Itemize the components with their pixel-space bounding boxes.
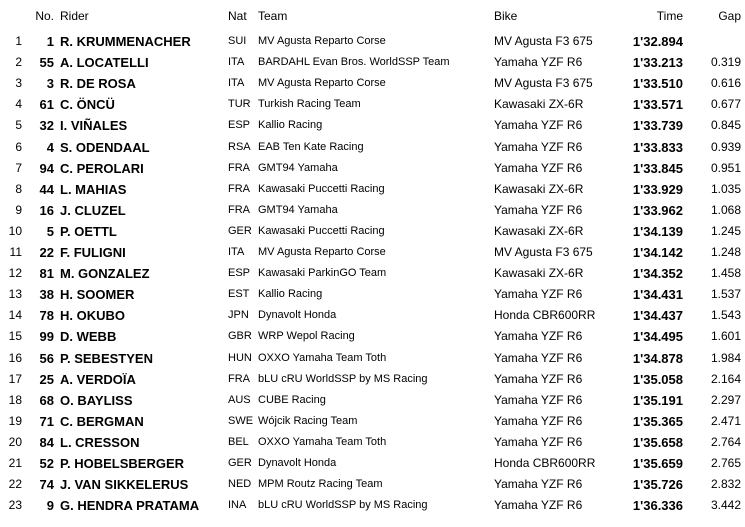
bike-cell: Yamaha YZF R6 <box>494 371 583 386</box>
header-team: Team <box>258 9 288 23</box>
time-cell: 1'33.833 <box>632 139 683 155</box>
nat-cell: TUR <box>228 98 251 111</box>
position-cell: 14 <box>8 308 22 323</box>
bike-cell: Yamaha YZF R6 <box>494 202 583 217</box>
time-cell: 1'33.213 <box>632 55 683 71</box>
nat-cell: RSA <box>228 140 251 153</box>
time-cell: 1'34.495 <box>632 329 683 345</box>
gap-cell: 1.543 <box>710 308 741 323</box>
bike-cell: MV Agusta F3 675 <box>494 34 593 48</box>
nat-cell: FRA <box>228 161 250 174</box>
gap-cell: 0.616 <box>710 76 741 91</box>
number-cell: 68 <box>39 392 54 408</box>
gap-cell: 1.984 <box>710 350 741 365</box>
team-cell: Dynavolt Honda <box>258 309 337 322</box>
gap-cell: 2.297 <box>710 392 741 407</box>
bike-cell: MV Agusta F3 675 <box>494 245 593 259</box>
table-row <box>0 158 745 179</box>
table-row <box>0 242 745 263</box>
number-cell: 99 <box>39 329 54 345</box>
time-cell: 1'33.739 <box>632 118 683 134</box>
rider-cell: P. OETTL <box>60 223 117 239</box>
time-cell: 1'35.191 <box>632 392 683 408</box>
position-cell: 18 <box>8 392 22 407</box>
position-cell: 3 <box>15 76 22 91</box>
bike-cell: MV Agusta F3 675 <box>494 76 593 91</box>
nat-cell: AUS <box>228 393 251 406</box>
number-cell: 4 <box>46 139 54 155</box>
table-row <box>0 453 745 474</box>
position-cell: 11 <box>9 245 22 259</box>
time-cell: 1'34.139 <box>632 223 683 239</box>
time-cell: 1'34.142 <box>632 245 683 260</box>
team-cell: Wójcik Racing Team <box>258 414 358 427</box>
rider-cell: L. MAHIAS <box>60 181 127 197</box>
position-cell: 1 <box>15 34 22 48</box>
nat-cell: FRA <box>228 372 250 385</box>
team-cell: Kallio Racing <box>258 119 323 132</box>
number-cell: 32 <box>39 118 54 134</box>
team-cell: MPM Routz Racing Team <box>258 478 383 491</box>
nat-cell: SUI <box>228 35 247 47</box>
table-row <box>0 52 745 73</box>
nat-cell: SWE <box>228 414 254 427</box>
gap-cell: 1.537 <box>710 287 741 302</box>
position-cell: 16 <box>8 350 22 365</box>
time-cell: 1'33.510 <box>632 76 683 92</box>
table-row <box>0 200 745 221</box>
table-row <box>0 221 745 242</box>
rider-cell: G. HENDRA PRATAMA <box>60 498 200 514</box>
bike-cell: Kawasaki ZX-6R <box>494 223 584 238</box>
number-cell: 55 <box>39 55 54 71</box>
table-row <box>0 115 745 136</box>
time-cell: 1'36.336 <box>632 498 683 514</box>
position-cell: 21 <box>8 456 22 470</box>
table-row <box>0 137 745 158</box>
position-cell: 4 <box>15 97 22 112</box>
position-cell: 23 <box>8 498 22 513</box>
gap-cell: 2.164 <box>710 371 741 386</box>
bike-cell: Yamaha YZF R6 <box>494 434 583 449</box>
table-row <box>0 305 745 326</box>
number-cell: 38 <box>39 287 54 303</box>
nat-cell: NED <box>228 478 252 491</box>
time-cell: 1'33.929 <box>632 181 683 197</box>
team-cell: MV Agusta Reparto Corse <box>258 77 386 90</box>
time-cell: 1'32.894 <box>632 34 683 49</box>
table-row <box>0 179 745 200</box>
time-cell: 1'33.571 <box>632 97 683 113</box>
team-cell: Kawasaki Puccetti Racing <box>258 182 385 195</box>
gap-cell: 2.471 <box>710 413 741 428</box>
number-cell: 3 <box>46 76 54 92</box>
number-cell: 44 <box>39 181 54 197</box>
nat-cell: GBR <box>228 330 252 343</box>
table-row <box>0 326 745 347</box>
team-cell: Dynavolt Honda <box>258 457 337 469</box>
bike-cell: Kawasaki ZX-6R <box>494 97 584 112</box>
table-row <box>0 284 745 305</box>
team-cell: Kallio Racing <box>258 288 323 301</box>
team-cell: Kawasaki ParkinGO Team <box>258 267 387 280</box>
time-cell: 1'35.658 <box>632 434 683 450</box>
position-cell: 15 <box>8 329 22 344</box>
table-row <box>0 348 745 369</box>
time-cell: 1'33.962 <box>632 202 683 218</box>
nat-cell: INA <box>228 499 247 512</box>
team-cell: GMT94 Yamaha <box>258 203 338 216</box>
rider-cell: F. FULIGNI <box>60 245 126 260</box>
nat-cell: GER <box>228 224 252 237</box>
position-cell: 22 <box>8 477 22 492</box>
number-cell: 94 <box>39 160 54 176</box>
team-cell: EAB Ten Kate Racing <box>258 140 364 153</box>
bike-cell: Yamaha YZF R6 <box>494 287 583 302</box>
bike-cell: Yamaha YZF R6 <box>494 118 583 133</box>
time-cell: 1'34.431 <box>632 287 683 303</box>
header-rider: Rider <box>60 9 89 23</box>
position-cell: 5 <box>15 118 22 133</box>
time-cell: 1'35.058 <box>632 371 683 387</box>
gap-cell: 0.951 <box>710 160 741 175</box>
team-cell: BARDAHL Evan Bros. WorldSSP Team <box>258 56 450 69</box>
nat-cell: HUN <box>228 351 252 364</box>
bike-cell: Yamaha YZF R6 <box>494 498 583 513</box>
number-cell: 81 <box>39 266 54 282</box>
rider-cell: J. VAN SIKKELERUS <box>60 477 189 493</box>
rider-cell: I. VIÑALES <box>60 118 128 134</box>
time-cell: 1'34.352 <box>632 266 683 282</box>
rider-cell: H. SOOMER <box>60 287 135 303</box>
rider-cell: A. LOCATELLI <box>60 55 149 71</box>
number-cell: 22 <box>39 245 54 260</box>
header-time: Time <box>656 9 683 23</box>
team-cell: bLU cRU WorldSSP by MS Racing <box>258 499 428 512</box>
time-cell: 1'33.845 <box>632 160 683 176</box>
nat-cell: JPN <box>228 309 249 322</box>
rider-cell: C. ÖNCÜ <box>60 97 115 113</box>
gap-cell: 1.458 <box>710 266 741 281</box>
rider-cell: C. PEROLARI <box>60 160 144 176</box>
gap-cell: 1.601 <box>710 329 741 344</box>
team-cell: OXXO Yamaha Team Toth <box>258 435 387 448</box>
rider-cell: J. CLUZEL <box>60 202 126 218</box>
number-cell: 5 <box>46 223 54 239</box>
table-row <box>0 432 745 453</box>
team-cell: Turkish Racing Team <box>258 98 361 111</box>
bike-cell: Kawasaki ZX-6R <box>494 266 584 281</box>
gap-cell: 1.245 <box>710 223 741 238</box>
bike-cell: Yamaha YZF R6 <box>494 160 583 175</box>
header-bike: Bike <box>494 9 518 23</box>
team-cell: WRP Wepol Racing <box>258 330 355 343</box>
nat-cell: BEL <box>228 435 249 448</box>
bike-cell: Honda CBR600RR <box>494 308 596 323</box>
time-cell: 1'35.659 <box>632 456 683 471</box>
rider-cell: C. BERGMAN <box>60 413 144 429</box>
position-cell: 6 <box>15 139 22 154</box>
rider-cell: H. OKUBO <box>60 308 125 324</box>
rider-cell: P. SEBESTYEN <box>60 350 153 366</box>
table-row <box>0 369 745 390</box>
nat-cell: ESP <box>228 119 251 132</box>
team-cell: Kawasaki Puccetti Racing <box>258 224 385 237</box>
bike-cell: Yamaha YZF R6 <box>494 350 583 365</box>
rider-cell: D. WEBB <box>60 329 117 345</box>
bike-cell: Yamaha YZF R6 <box>494 392 583 407</box>
gap-cell: 1.035 <box>710 181 741 196</box>
number-cell: 56 <box>39 350 54 366</box>
table-row <box>0 263 745 284</box>
time-cell: 1'34.878 <box>632 350 683 366</box>
gap-cell: 1.068 <box>710 202 741 217</box>
position-cell: 17 <box>8 371 22 386</box>
bike-cell: Yamaha YZF R6 <box>494 477 583 492</box>
gap-cell: 0.845 <box>710 118 741 133</box>
time-cell: 1'34.437 <box>632 308 683 324</box>
time-cell: 1'35.365 <box>632 413 683 429</box>
position-cell: 2 <box>15 55 22 70</box>
rider-cell: S. ODENDAAL <box>60 139 150 155</box>
rider-cell: R. KRUMMENACHER <box>60 34 191 49</box>
team-cell: bLU cRU WorldSSP by MS Racing <box>258 372 428 385</box>
team-cell: MV Agusta Reparto Corse <box>258 246 386 258</box>
gap-cell: 1.248 <box>710 245 741 259</box>
nat-cell: ESP <box>228 267 251 280</box>
position-cell: 10 <box>8 223 22 238</box>
bike-cell: Yamaha YZF R6 <box>494 55 583 70</box>
nat-cell: FRA <box>228 203 250 216</box>
table-row <box>0 495 745 516</box>
table-row <box>0 474 745 495</box>
position-cell: 13 <box>8 287 22 302</box>
team-cell: CUBE Racing <box>258 393 326 406</box>
rider-cell: M. GONZALEZ <box>60 266 150 282</box>
number-cell: 78 <box>39 308 54 324</box>
position-cell: 12 <box>8 266 22 281</box>
team-cell: MV Agusta Reparto Corse <box>258 35 386 47</box>
position-cell: 8 <box>15 181 22 196</box>
number-cell: 9 <box>46 498 54 514</box>
number-cell: 16 <box>39 202 54 218</box>
rider-cell: A. VERDOÏA <box>60 371 136 387</box>
gap-cell: 0.677 <box>710 97 741 112</box>
rider-cell: O. BAYLISS <box>60 392 133 408</box>
number-cell: 52 <box>39 456 54 471</box>
gap-cell: 0.319 <box>710 55 741 70</box>
rider-cell: L. CRESSON <box>60 434 140 450</box>
time-cell: 1'35.726 <box>632 477 683 493</box>
team-cell: OXXO Yamaha Team Toth <box>258 351 387 364</box>
bike-cell: Yamaha YZF R6 <box>494 139 583 154</box>
nat-cell: GER <box>228 457 252 469</box>
number-cell: 1 <box>46 34 54 49</box>
nat-cell: ITA <box>228 56 245 69</box>
bike-cell: Yamaha YZF R6 <box>494 329 583 344</box>
bike-cell: Kawasaki ZX-6R <box>494 181 584 196</box>
gap-cell: 2.765 <box>710 456 741 470</box>
gap-cell: 0.939 <box>710 139 741 154</box>
number-cell: 71 <box>39 413 54 429</box>
nat-cell: ITA <box>228 77 245 90</box>
gap-cell: 3.442 <box>710 498 741 513</box>
table-row <box>0 94 745 115</box>
table-row <box>0 31 745 52</box>
position-cell: 7 <box>15 160 22 175</box>
gap-cell: 2.764 <box>710 434 741 449</box>
table-header <box>0 0 745 30</box>
gap-cell: 2.832 <box>710 477 741 492</box>
number-cell: 61 <box>39 97 54 113</box>
nat-cell: ITA <box>228 246 245 258</box>
number-cell: 74 <box>39 477 54 493</box>
team-cell: GMT94 Yamaha <box>258 161 338 174</box>
bike-cell: Yamaha YZF R6 <box>494 413 583 428</box>
nat-cell: EST <box>228 288 250 301</box>
nat-cell: FRA <box>228 182 250 195</box>
position-cell: 19 <box>8 413 22 428</box>
table-row <box>0 390 745 411</box>
number-cell: 25 <box>39 371 54 387</box>
header-gap: Gap <box>718 9 741 23</box>
rider-cell: P. HOBELSBERGER <box>60 456 185 471</box>
bike-cell: Honda CBR600RR <box>494 456 596 470</box>
rider-cell: R. DE ROSA <box>60 76 136 92</box>
position-cell: 20 <box>8 434 22 449</box>
table-row <box>0 411 745 432</box>
header-nat: Nat <box>228 9 247 23</box>
table-row <box>0 73 745 94</box>
position-cell: 9 <box>15 202 22 217</box>
header-number: No. <box>35 9 54 23</box>
number-cell: 84 <box>39 434 54 450</box>
